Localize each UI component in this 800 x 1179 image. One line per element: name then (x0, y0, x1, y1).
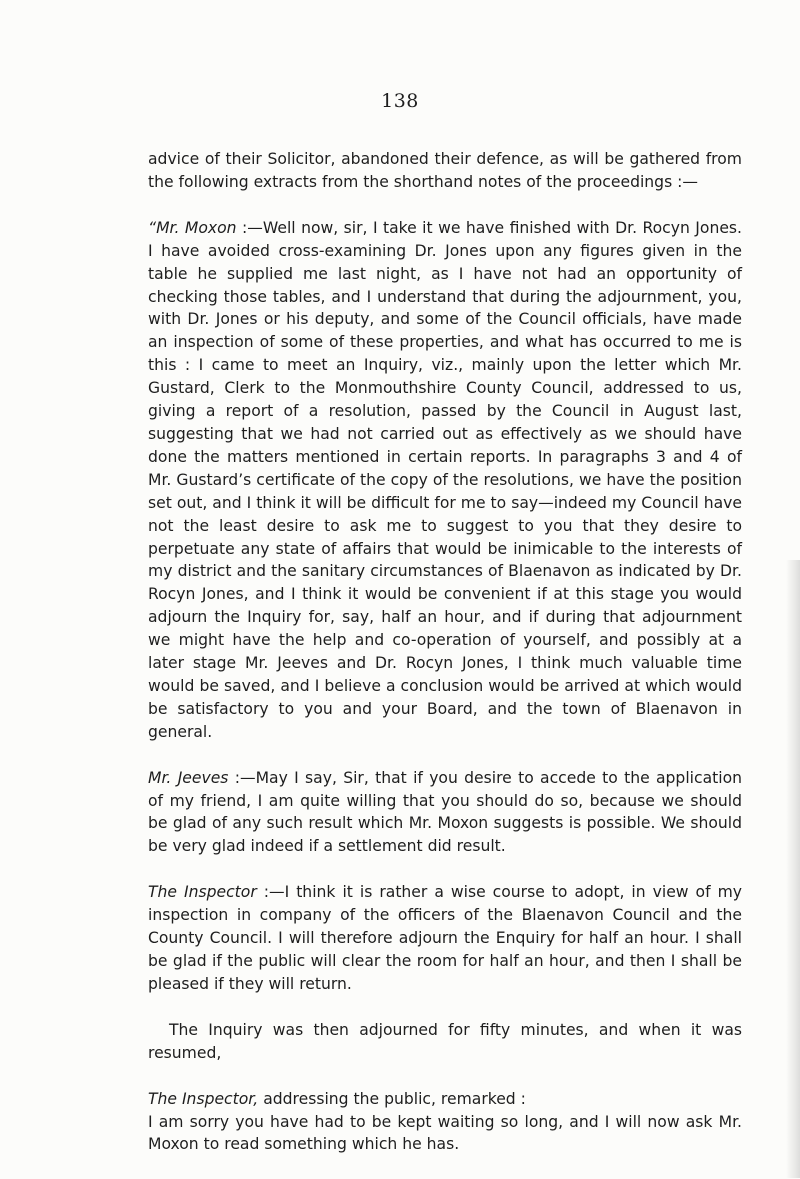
inspector-public-paragraph (148, 1088, 742, 1111)
inspector-statement: :—I think it is rather a wise course to adopt, in view of my inspection in company of the officers of the Blaenavon Council and the County Council. I will therefore adjourn the Enquiry for half an hour. I shall be glad if the public will clear the room for half an hour, and then I shall be pleased if they will return. (148, 883, 742, 993)
speaker-jeeves: Mr. Jeeves (148, 768, 229, 787)
intro-paragraph: advice of their Solicitor, abandoned their defence, as will be gathered from the following extracts from the shorthand notes of the proceedings :— (148, 150, 742, 191)
speaker-inspector: The Inspector (148, 883, 257, 902)
speaker-inspector-public: The Inspector, (148, 1089, 259, 1108)
page-number: 138 (381, 90, 419, 112)
inspector-paragraph (148, 881, 742, 996)
moxon-paragraph (148, 217, 742, 744)
document-body (148, 148, 742, 1179)
moxon-statement: :—Well now, sir, I take it we have finished with Dr. Rocyn Jones. I have avoided cross-examining Dr. Jones upon any figures given in the table he supplied me last night, as I have not had an opportunity of checking those tables, and I understand that during the adjournment, you, with Dr. Jones or his deputy, and some of the Council officials, have made an inspection of some of these properties, and what has occurred to me is this : I came to meet an Inquiry, viz., mainly upon the letter which Mr. Gustard, Clerk to the Monmouthshire County Council, addressed to us, giving a report of a resolution, passed by the Council in August last, suggesting that we had not carried out as effectively as we should have done the matters mentioned in certain reports. In paragraphs 3 and 4 of Mr. Gustard’s certificate of the copy of the resolutions, we have the position set out, and I think it will be difficult for me to say—indeed my Council have not the least desire to ask me to suggest to you that they desire to perpetuate any state of affairs that would be inimicable to the interests of my district and the sanitary circumstances of Blaenavon as indicated by Dr. Rocyn Jones, and I think it would be convenient if at this stage you would adjourn the Inquiry for, say, half an hour, and if during that adjournment we might have the help and co-operation of yourself, and possibly at a later stage Mr. Jeeves and Dr. Rocyn Jones, I think much valuable time would be saved, and I believe a conclusion would be arrived at which would be satisfactory to you and your Board, and the town of Blaenavon in general. (148, 218, 742, 741)
inspector-public-remark: addressing the public, remarked : (258, 1089, 526, 1108)
jeeves-paragraph (148, 767, 742, 859)
adjournment-paragraph: The Inquiry was then adjourned for fifty minutes, and when it was resumed, (148, 1020, 742, 1062)
speaker-moxon: “Mr. Moxon (148, 218, 237, 237)
closing-paragraph: I am sorry you have had to be kept waiting so long, and I will now ask Mr. Moxon to read something which he has. (148, 1112, 742, 1154)
page-edge-shadow (786, 560, 800, 1178)
jeeves-statement: :—May I say, Sir, that if you desire to accede to the application of my friend, I am quite willing that you should do so, because we should be glad of any such result which Mr. Moxon suggests is possible. We should be very glad indeed if a settlement did result. (148, 768, 742, 856)
